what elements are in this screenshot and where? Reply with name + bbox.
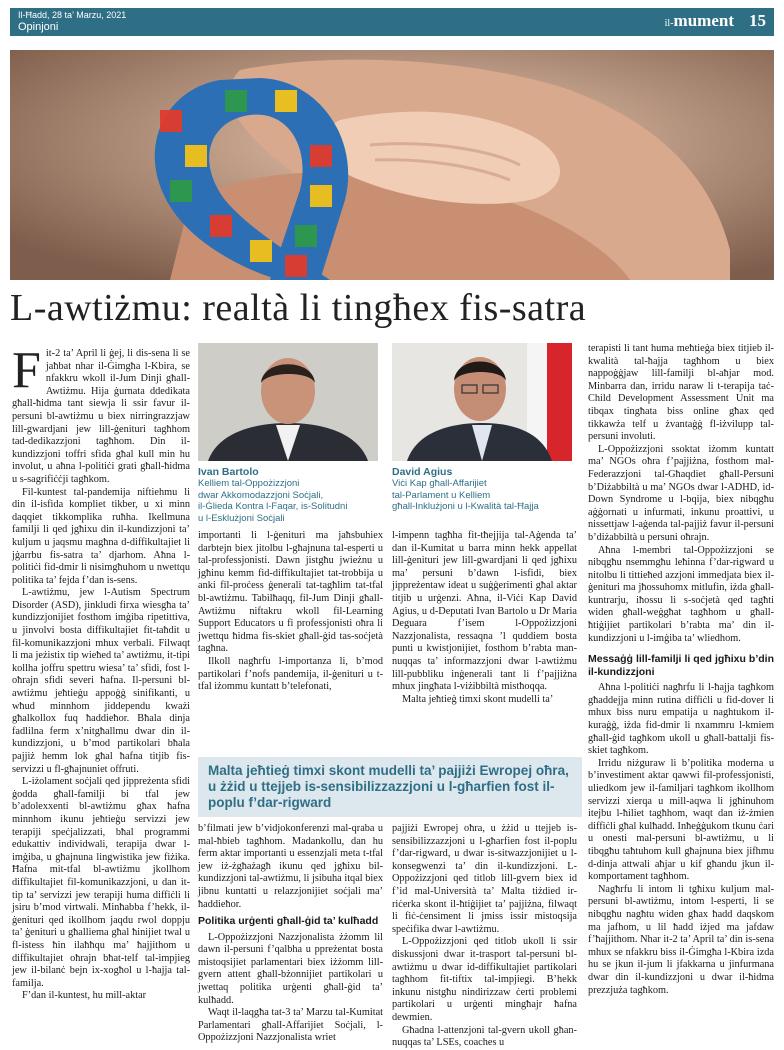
paragraph: L-iżolament soċjali qed jippreżenta sfidi ġodda għall-familji bi tfal jew b’adolexxenti bl-awtiżmu għax ħafna minnhom ikunu jeħtieġu servizzi jew terapiji speċjalizzati, bħal programmi edukattiv individwali, terapija dwar l-imġiba, u għajnuna lingwistika jew fiżika. Ħafna mit-tfal bl-awtiżmu jkollhom diffikultajiet fil-komunikazzjoni, u dan it-tip ta’ servizzi jew terapiji huma diffiċli li jsiru b’mod virtwali. Minħabba f’hekk, il-ġenituri qed ikollhom jaqdu rwol doppju ta’ ġenituri u għalliema għal ħinijiet twal u fl-istess ħin ilaħħqu ma’ ħajjithom u diffikultajiet oħrajn bħat-telf tal-impjieg jew il-bilanċ bejn ix-xogħol u l-ħajja tal-familja.: [12, 776, 190, 989]
section-subheading: Politika urġenti għall-ġid ta’ kulħadd: [198, 915, 379, 928]
article-column-3-top: [392, 530, 577, 706]
page-header-bar: [10, 8, 774, 36]
article-column-1: [12, 342, 190, 1003]
article-column-4: [588, 343, 774, 997]
section-subheading: Messaġġ lill-familji li qed jgħixu b’din il-kundizzjoni: [588, 653, 774, 678]
caption-david-agius: [392, 466, 578, 513]
paragraph: Għadna l-attenzjoni tal-gvern ukoll għan-nuqqas ta’ LSEs, coaches u: [392, 1024, 577, 1049]
paragraph: Waqt il-laqgħa tat-3 ta’ Marzu tal-Kumitat Parlamentari għall-Affarijiet Soċjali, l-Oppożizzjoni Nazzjonalista wriet: [198, 1007, 383, 1044]
person-role-line: u l-Esklużjoni Soċjali: [198, 512, 285, 524]
pull-quote: [198, 757, 582, 817]
paragraph: L-Oppożizzjoni qed titlob ukoll li ssir diskussjoni dwar it-trasport tal-persuni bl-awtiżmu u dwar id-diffikultajiet partikolari tagħhom fit-tiftix tal-impjiegi. B’hekk inkunu nistgħu nindirizzaw ċerti problemi partikolari u urġenti mingħajr ħafna dewmien.: [392, 936, 577, 1023]
logo-prefix: il-: [664, 18, 674, 29]
photo-david-agius: [392, 343, 572, 461]
paragraph: Malta jeħtieġ timxi skont mudelli ta’: [402, 693, 554, 705]
pull-quote-text: Malta jeħtieġ timxi skont mudelli ta’ pajjiżi Ewropej oħra, u żżid u ttejjeb is-sensibilizzazzjoni u l-għarfien fost il-poplu f’dar-rigward: [208, 763, 569, 810]
person-role-line: il-Ġlieda Kontra l-Faqar, is-Solitudni: [198, 501, 348, 512]
caption-ivan-bartolo: [198, 466, 384, 524]
paragraph: L-awtiżmu, jew l-Autism Spectrum Disorder (ASD), jinkludi firxa wiesgħa ta’ kundizzjonijiet fosthom imġiba ripetittiva, u jinvolvi bosta diffikultajiet fit-taħdit u fil-komunikazzjoni mhux verbali. Filwaqt li ma jeżistix tip wieħed ta’ awtiżmu, it-tipi kollha joffru spettru wiesa’ ta’ sfidi, fost l-oħrajn sfidi severi ħafna. Il-persuni bl-awtiżmu jeħtieġu appoġġ sinifikanti, u wħud minnhom jiddependu kważi għalkollox fuq ħaddieħor. Bħala dinja fadlilna ferm x’nitgħallmu dwar din il-kundizzjoni, u b’mod partikolari bħala pajjiż hemm lok għal ħafna titjib fis-servizzi u fl-għajnuniet offruti.: [12, 587, 190, 775]
paragraph: Ilkoll nagħrfu l-importanza li, b’mod partikolari f’nofs pandemija, il-ġenituri u t-tfal iżommu kuntatt b’telefonati,: [198, 655, 383, 693]
hands-ribbon-illustration: [10, 50, 774, 280]
publication-logo: [665, 11, 734, 31]
article-headline: L-awtiżmu: realtà li tingħex fis-satra: [10, 287, 587, 329]
paragraph: L-Oppożizzjoni Nazzjonalista żżomm lil dawn il-persuni f’qalbha u ppreżentat bosta mistoqsijiet parlamentari biex iżżomm lill-gvern attent għall-bżonnijiet partikolari u jwettaq politika urġenti għall-ġid ta’ kulħadd.: [198, 931, 383, 1006]
portrait-icon: [198, 343, 378, 461]
hero-photo: [10, 50, 774, 280]
paragraph: Irridu niżguraw li b’politika moderna u b’investiment aktar qawwi fil-professjonisti, uliedkom jew il-familjari tagħkom ikollhom servizzi xierqa u mill-aqwa li jgħinuhom itejbu l-ħiliet tagħhom, waqt dan iż-żmien diffiċli għal kulħadd. Inħeġġukom tkunu ċari u onesti mal-persuni bl-awtiżmu, u li tibqgħu taħtuhom kull għajnuna biex jifhmu d-dinja attwali aħjar u kif għandu jkun il-komportament tagħhom.: [588, 757, 774, 883]
article-column-3-bottom: [392, 823, 577, 1050]
photo-ivan-bartolo: [198, 343, 378, 461]
paragraph: importanti li l-ġenituri ma jaħsbuhiex darbtejn biex jitolbu l-għajnuna tal-esperti u tal-professjonisti. Dawn jistgħu jwieżnu u jgħinu kemm fid-diffikultajiet tat-trobbija u anki fil-proċess ġenerali tat-tagħlim tat-tfal bl-awtiżmu. Tabilħaqq, fil-Jum Dinji għall-Awtiżmu niftakru wkoll fil-Learning Support Educators u fi professjonisti oħra li jwettqu ħidma fis-skiet għall-ġid tas-soċjetà tagħna.: [198, 530, 383, 655]
person-role-line: għall-Inklużjoni u l-Kwalità tal-Ħajja: [392, 501, 539, 512]
page-number: 15: [749, 11, 766, 30]
drop-cap: F: [12, 342, 41, 399]
paragraph: F’dan il-kuntest, hu mill-aktar: [22, 990, 147, 1002]
article-column-2-bottom: [198, 823, 383, 1045]
paragraph: Aħna l-politiċi nagħrfu li l-ħajja tagħkom għaddejja minn rutina diffiċli u fid-dover li mhux biss nuru empatija u naghtukom il-kuraġġ, iżda fid-dmir li nxammru l-kmiem għall-ġid tagħkom ukoll u għall-battalji fis-skiet tagħkom.: [588, 682, 774, 757]
intro-paragraph: it-2 ta’ April li ġej, li dis-sena li se jaħbat nhar il-Ġimgħa l-Kbira, se nfakkru wkoll il-Jum Dinji għall-Awtiżmu. Hija ġurnata ddedikata għall-ħidma tant siewja li ssir favur il-persuni bl-awtiżmu u biex nirringrazzjaw lill-gwardjani jew lill-ġenituri tagħhom tad-dedikazzjoni tagħhom. Din il-kundizzjoni toffri sfida għal kull min hu involut, u aħna l-politiċi grati għall-ħidma u s-sagrifiċċji tagħkom.: [12, 348, 190, 485]
paragraph: L-Oppożizzjoni ssoktat iżomm kuntatt ma’ NGOs oħra f’pajjiżna, fosthom mal-Federazzjoni tal-Għaqdiet għall-Persuni b’Diżabbiltà u ma’ NGOs dwar l-ADHD, id-Down Syndrome u l-bqija, biex nibqgħu aġġornati u infurmati, inkunu proattivi, u nissettjaw l-aġenda tal-pajjiż favur il-persuni b’diżabbiltà u persuni oħrajn.: [588, 443, 774, 543]
logo-name: mument: [673, 11, 734, 30]
paragraph: Nagħrfu li intom li tgħixu kuljum mal-persuni bl-awtiżmu, intom l-esperti, li se nibqgħu nagħtu widen għax ħadd daqskom ma jafhom, u lil ħadd iżjed ma jafdaw f’ħajjithom. Nhar it-2 ta’ April ta’ din is-sena mhux se nfakkru biss il-Ġimgħa l-Kbira izda hu se jkun il-jum li jfakkarna u jinfurmana dwar din il-kundizzjoni u dwar il-ħidma prezzjuża tagħkom.: [588, 883, 774, 996]
paragraph: Fil-kuntest tal-pandemija niftiehmu li din il-isfida kompliet tikber, u xi minn daqqiet tikkomplika ruħha. Ikellmuna familji li qed jgħixu din il-kundizzjoni ta’ kuljum u jaqsmu magħna d-diffikultajiet li jġarrbu fis-satra ta’ djarhom. Aħna l-politiċi fid-dmir li nisimgħuhom u nwettqu politika ta’ fejda f’dan is-sens.: [12, 486, 190, 586]
person-role-line: Kelliem tal-Oppożizzjoni: [198, 478, 300, 489]
paragraph: terapisti li tant huma meħtieġa biex titjieb il-kwalità tal-ħajja tagħhom u biex nappoġġjaw lill-familji bl-aħjar mod. Minbarra dan, irridu naraw li t-terapija taċ-Child Development Assessment Unit ma tibqax tingħata biss online għax qed tikkawża telf u żvantaġġ fl-iżvilupp tal-persuni involuti.: [588, 343, 774, 443]
paragraph: b’filmati jew b’vidjokonferenzi mal-qraba u mal-ħbieb tagħhom. Madankollu, dan hu ferm aktar importanti u essenzjali meta t-tfal jew iż-żgħażagħ ikunu qed jgħixu bil-kundizzjoni tal-awtiżmu, li jsibuha itqal biex jibnu kuntatti u relazzjonijiet soċjali ma’ ħaddieħor.: [198, 823, 383, 910]
person-name: Ivan Bartolo: [198, 466, 259, 478]
paragraph: l-impenn tagħha fit-tħejjija tal-Aġenda ta’ dan il-Kumitat u barra minn hekk appellat lill-ġenituri jew lill-gwardjani li qed jgħixu ma’ persuni b’dawn l-isfidi, biex jippreżentaw ideat u suġġerimenti għal aktar titjib u urġenzi. Aħna, il-Viċi Kap David Agius, u d-Deputati Ivan Bartolo u Dr Maria Deguara f’isem l-Oppożizzjoni Nazzjonalista, ressaqna ’l quddiem bosta punti u kwistjonijiet, fosthom b’rabta man-nuqqas ta’ informazzjoni dwar l-awtiżmu lill-pubbliku inġenerali tant li f’pajjiżna mhux jingħata l-viżibbiltà mistħoqqa.: [392, 530, 577, 693]
issue-date: Il-Ħadd, 28 ta’ Marzu, 2021: [18, 10, 127, 20]
portrait-icon: [392, 343, 572, 461]
person-name: David Agius: [392, 466, 453, 478]
paragraph: Aħna l-membri tal-Oppożizzjoni se nibqgħu nsemmgħu leħinna f’dar-rigward u nitolbu li tittieħed azzjoni immedjata biex il-ġenituri ma jħossuhomx mitlufin, iżda għall-kuntrarju, iħossu li s-soċjetà qed tagħti widen għall-weġgħat tagħhom u għall-ħtiġijiet partikolari b’rabta ma’ din il-kundizzjoni u l-imġiba ta’ wliedhom.: [588, 544, 774, 644]
paragraph: pajjiżi Ewropej oħra, u żżid u ttejjeb is-sensibilizzazzjoni u l-għarfien fost il-poplu f’dar-rigward, u dwar is-sitwazzjonijiet u l-konsegwenzi ta’ din il-kundizzjoni. L-Oppożizzjoni qed titlob lill-gvern biex id f’id mal-Università ta’ Malta tiżdied ir-riċerka skont il-ħtiġijiet ta’ pajjiżna, filwaqt li fiċ-ċensiment li jmiss issir mistoqsija speċifika dwar l-awtiżmu.: [392, 823, 577, 935]
article-column-2-top: [198, 530, 383, 694]
person-role-line: dwar Akkomodazzjoni Soċjali,: [198, 489, 324, 501]
person-role-line: tal-Parlament u Kelliem: [392, 489, 491, 501]
person-role-line: Viċi Kap għall-Affarijiet: [392, 478, 487, 489]
section-label: Opinjoni: [18, 21, 59, 33]
